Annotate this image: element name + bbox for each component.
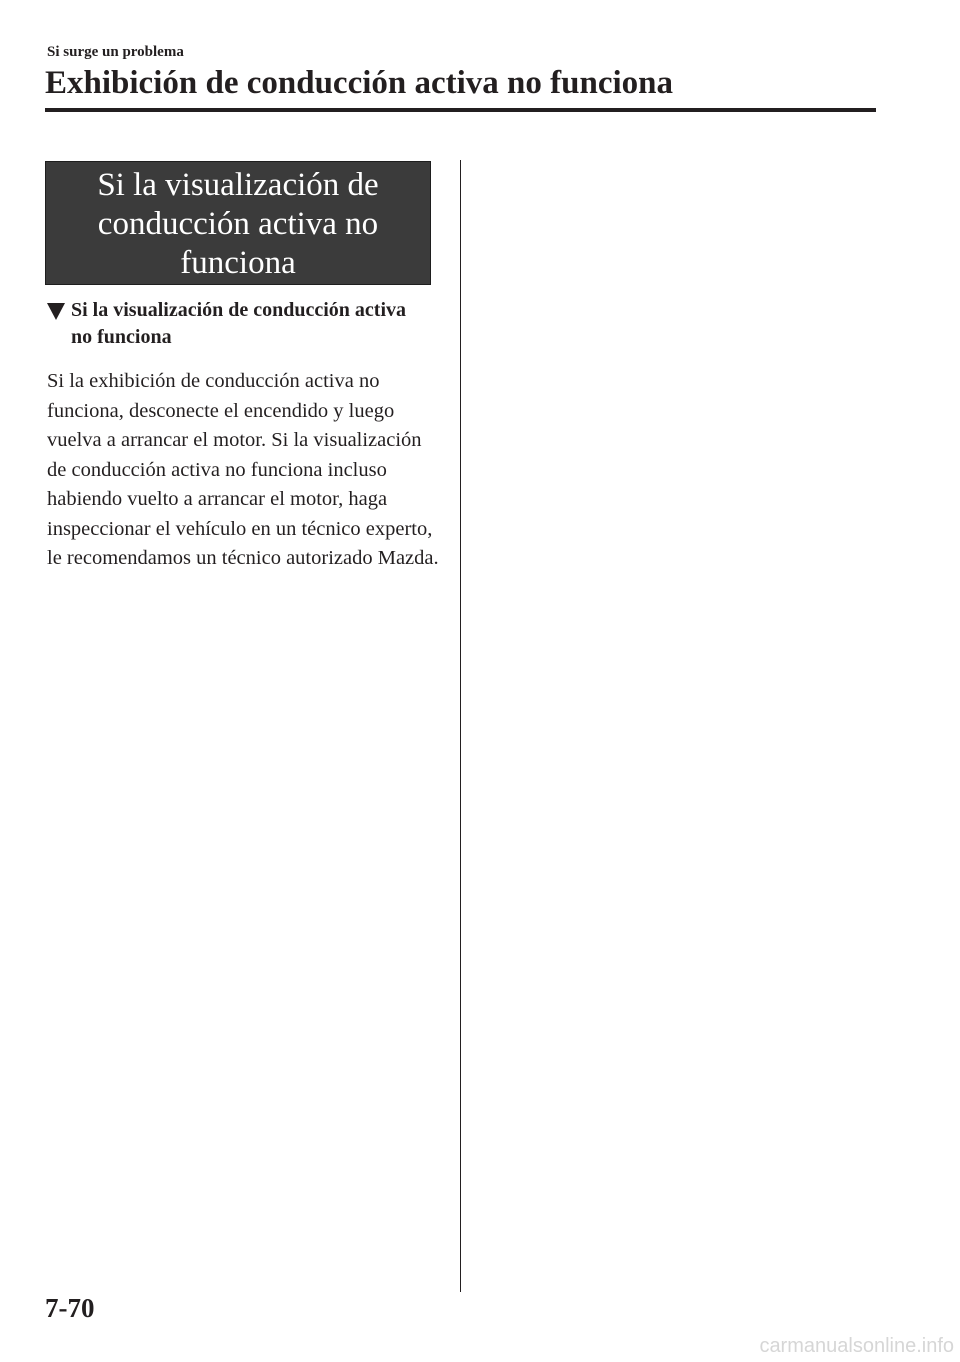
column-divider [460,160,461,1292]
page-number: 7-70 [45,1293,95,1323]
running-head: Si surge un problema [47,44,184,60]
subheading [47,297,447,351]
down-triangle-icon [47,303,65,320]
section-heading: Si la visualización de conducción activa no funciona [97,167,379,281]
subheading-text: Si la visualización de conducción activa no funciona [71,299,407,348]
watermark: carmanualsonline.info [759,1335,954,1357]
body-paragraph: Si la exhibición de conducción activa no funciona, desconecte el encendido y luego vuelva a arrancar el motor. Si la visualización de conducción activa no funciona incluso habiendo vuelto a arrancar el motor, haga inspeccionar el vehículo en un técnico experto, le recomendamos un técnico autorizado Mazda. [47,370,439,569]
section-heading-box [45,161,431,285]
title-rule [45,108,876,112]
page-title: Exhibición de conducción activa no funciona [45,65,674,101]
